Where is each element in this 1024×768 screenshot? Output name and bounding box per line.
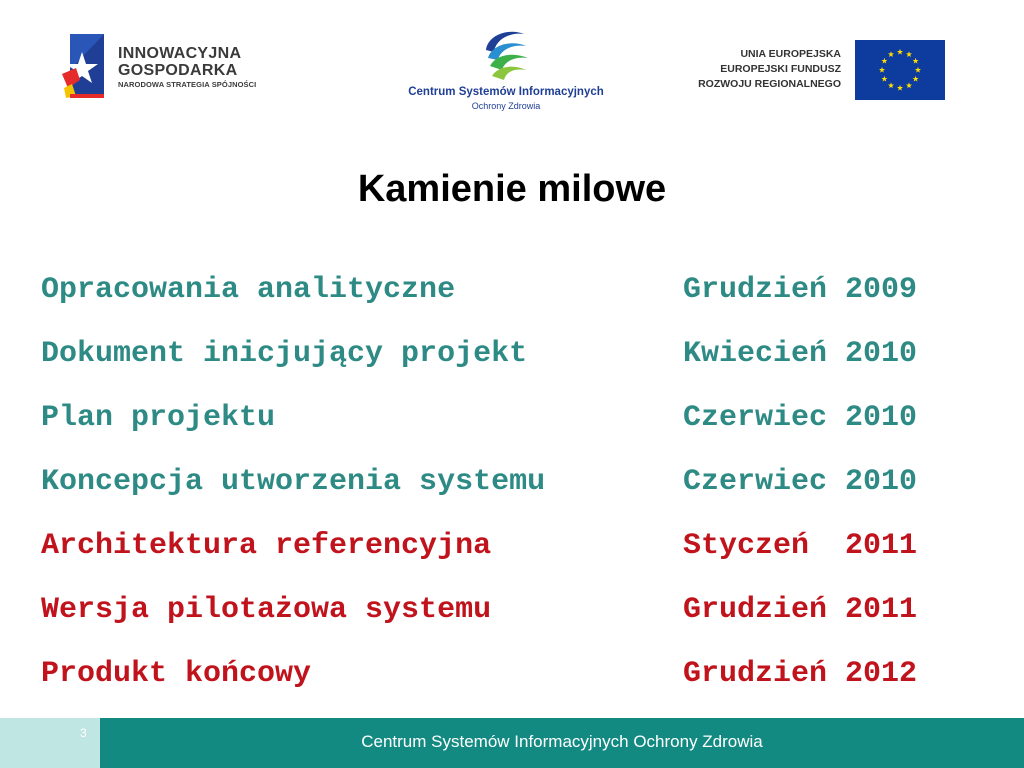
ig-line2: GOSPODARKA — [118, 62, 238, 79]
ig-line3: NARODOWA STRATEGIA SPÓJNOŚCI — [118, 80, 257, 89]
csioz-subtitle: Ochrony Zdrowia — [471, 101, 541, 111]
milestone-name: Opracowania analityczne — [41, 273, 456, 307]
milestone-date: Czerwiec 2010 — [683, 401, 918, 435]
footer-text: Centrum Systemów Informacyjnych Ochrony Zdrowia — [361, 732, 763, 751]
milestone-name: Architektura referencyjna — [41, 529, 492, 563]
ig-flag-icon — [62, 30, 106, 102]
milestone-row — [41, 588, 981, 652]
milestone-name: Wersja pilotażowa systemu — [41, 593, 492, 627]
milestone-row — [41, 268, 981, 332]
footer-bar — [100, 718, 1024, 768]
ig-line1: INNOWACYJNA — [118, 45, 242, 62]
eu-line3: ROZWOJU REGIONALNEGO — [698, 78, 841, 90]
milestone-name: Produkt końcowy — [41, 657, 312, 691]
milestone-row — [41, 460, 981, 524]
milestone-name: Koncepcja utworzenia systemu — [41, 465, 546, 499]
eu-line2: EUROPEJSKI FUNDUSZ — [720, 63, 841, 75]
slide-footer — [0, 718, 1024, 768]
milestone-date: Grudzień 2012 — [683, 657, 918, 691]
milestone-name: Dokument inicjujący projekt — [41, 337, 528, 371]
milestone-name: Plan projektu — [41, 401, 276, 435]
milestone-date: Styczeń 2011 — [683, 529, 918, 563]
eu-line1: UNIA EUROPEJSKA — [740, 48, 841, 60]
innowacyjna-gospodarka-logo — [62, 30, 292, 106]
ig-wordmark — [118, 45, 256, 90]
milestone-date: Kwiecień 2010 — [683, 337, 918, 371]
milestone-date: Grudzień 2009 — [683, 273, 918, 307]
milestone-date: Grudzień 2011 — [683, 593, 918, 627]
page-number: 3 — [80, 726, 87, 740]
eu-flag-icon — [855, 40, 945, 100]
eu-logo — [690, 40, 945, 102]
milestone-row — [41, 332, 981, 396]
footer-left-block — [0, 718, 100, 768]
milestone-row — [41, 652, 981, 716]
milestone-row — [41, 396, 981, 460]
milestones-list — [41, 268, 981, 716]
slide-title: Kamienie milowe — [357, 168, 667, 210]
csioz-logo — [400, 26, 612, 118]
csioz-name: Centrum Systemów Informacyjnych — [408, 86, 604, 98]
csioz-swirl-icon — [478, 26, 530, 84]
milestone-row — [41, 524, 981, 588]
eu-wordmark — [698, 47, 841, 92]
milestone-date: Czerwiec 2010 — [683, 465, 918, 499]
